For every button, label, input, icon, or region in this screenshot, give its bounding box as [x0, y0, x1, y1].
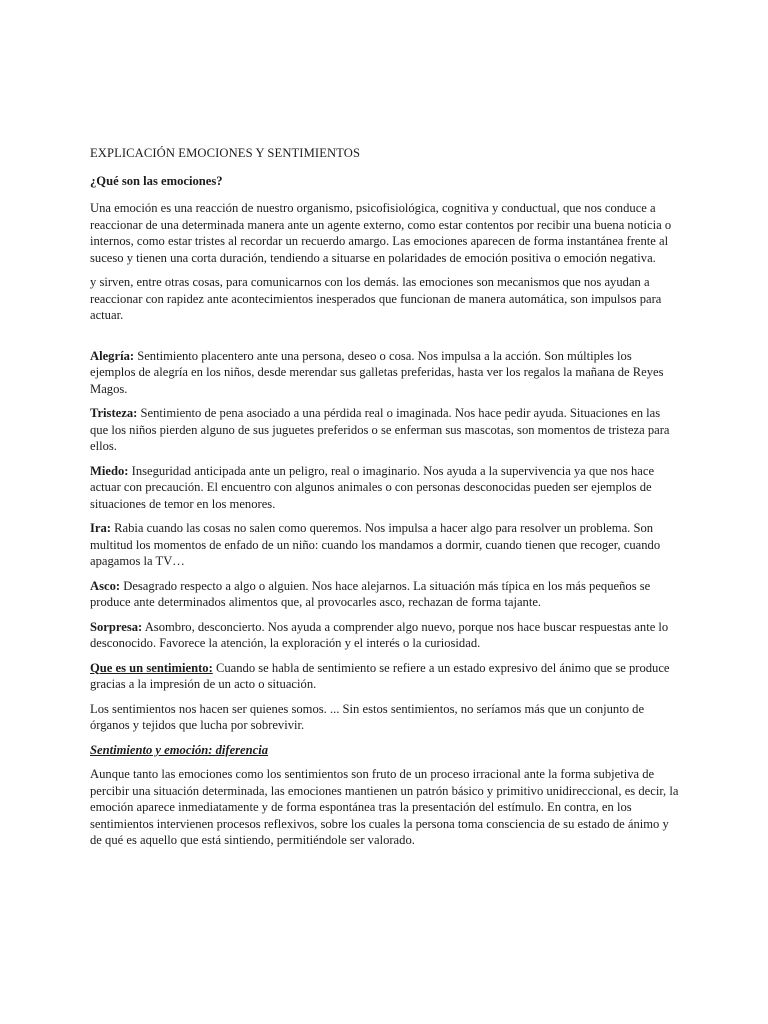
emotion-description: Asombro, desconcierto. Nos ayuda a comprender algo nuevo, porque nos hace buscar respuestas ante lo desconocido. Favorece la atención, la exploración y el interés o la curiosidad.: [90, 619, 669, 650]
sentiment-term: Que es un sentimiento:: [90, 660, 213, 675]
emotion-definition-ira: [90, 520, 680, 570]
emotion-definition-sorpresa: [90, 619, 680, 652]
document-body: [90, 145, 680, 857]
emotion-term: Asco:: [90, 578, 121, 593]
emotion-term: Sorpresa:: [90, 619, 143, 634]
sentiment-definition: [90, 660, 680, 693]
emotion-description: Sentimiento de pena asociado a una pérdida real o imaginada. Nos hace pedir ayuda. Situaciones en las que los niños pierden alguno de sus juguetes preferidos o se enferman sus mascotas, son momentos de tristeza para ellos.: [90, 406, 670, 453]
document-title: EXPLICACIÓN EMOCIONES Y SENTIMIENTOS: [90, 146, 361, 160]
emotion-definition-tristeza: [90, 405, 680, 455]
question-heading: ¿Qué son las emociones?: [90, 173, 223, 188]
emotion-description: Inseguridad anticipada ante un peligro, real o imaginario. Nos ayuda a la supervivencia ya que nos hace actuar con precaución. El encuentro con algunos animales o con personas desconocidas pueden ser ejemplos de situaciones de temor en los menores.: [90, 463, 655, 511]
emotion-description: Rabia cuando las cosas no salen como queremos. Nos impulsa a hacer algo para resolver un problema. Son multitud los momentos de enfado de un niño: cuando los mandamos a dormir, cuando tienen que recoger, cuando apagamos la TV…: [90, 521, 661, 568]
emotion-description: Sentimiento placentero ante una persona, deseo o cosa. Nos impulsa a la acción. Son múltiples los ejemplos de alegría en los niños, desde merendar sus galletas preferidas, hasta ver los regalos la mañana de Reyes Magos.: [90, 348, 664, 396]
emotion-term: Tristeza:: [90, 406, 138, 420]
difference-heading: Sentimiento y emoción: diferencia: [90, 742, 269, 757]
emotion-term: Alegría:: [90, 348, 135, 363]
sentiment-paragraph: Los sentimientos nos hacen ser quienes somos. ... Sin estos sentimientos, no seríamos más que un conjunto de órganos y tejidos que lucha por sobrevivir.: [90, 701, 645, 732]
difference-paragraph: Aunque tanto las emociones como los sentimientos son fruto de un proceso irracional ante la forma subjetiva de percibir una situación determinada, las emociones mantienen un patrón básico y primitivo unidireccional, es decir, la emoción aparece inmediatamente y de forma espontánea tras la presentación del estímulo. En contra, en los sentimientos intervienen procesos reflexivos, sobre los cuales la persona toma consciencia de su estado de ánimo y de qué es aquello que está sintiendo, permitiéndole ser valorado.: [90, 767, 679, 847]
emotion-description: Desagrado respecto a algo o alguien. Nos hace alejarnos. La situación más típica en los más pequeños se produce ante determinados alimentos que, al provocarles asco, rechazan de forma tajante.: [90, 578, 651, 609]
emotion-definition-alegria: [90, 348, 680, 398]
intro-paragraph-continued: y sirven, entre otras cosas, para comunicarnos con los demás. las emociones son mecanismos que nos ayudan a reaccionar con rapidez ante acontecimientos inesperados que funcionan de manera automática, son impulsos para actuar.: [90, 275, 662, 322]
intro-paragraph: Una emoción es una reacción de nuestro organismo, psicofisiológica, cognitiva y conductual, que nos conduce a reaccionar de una determinada manera ante un agente externo, como estar contentos por recibir una buena noticia o internos, como estar tristes al recordar un recuerdo amargo. Las emociones aparecen de forma instantánea frente al suceso y tienen una corta duración, tendiendo a situarse en polaridades de emoción positiva o emoción negativa.: [90, 201, 672, 265]
emotion-term: Miedo:: [90, 463, 129, 478]
sentiment-description: Cuando se habla de sentimiento se refiere a un estado expresivo del ánimo que se produce gracias a la impresión de un acto o situación.: [90, 660, 670, 691]
emotion-definition-asco: [90, 578, 680, 611]
emotion-definition-miedo: [90, 463, 680, 513]
emotion-term: Ira:: [90, 521, 111, 535]
